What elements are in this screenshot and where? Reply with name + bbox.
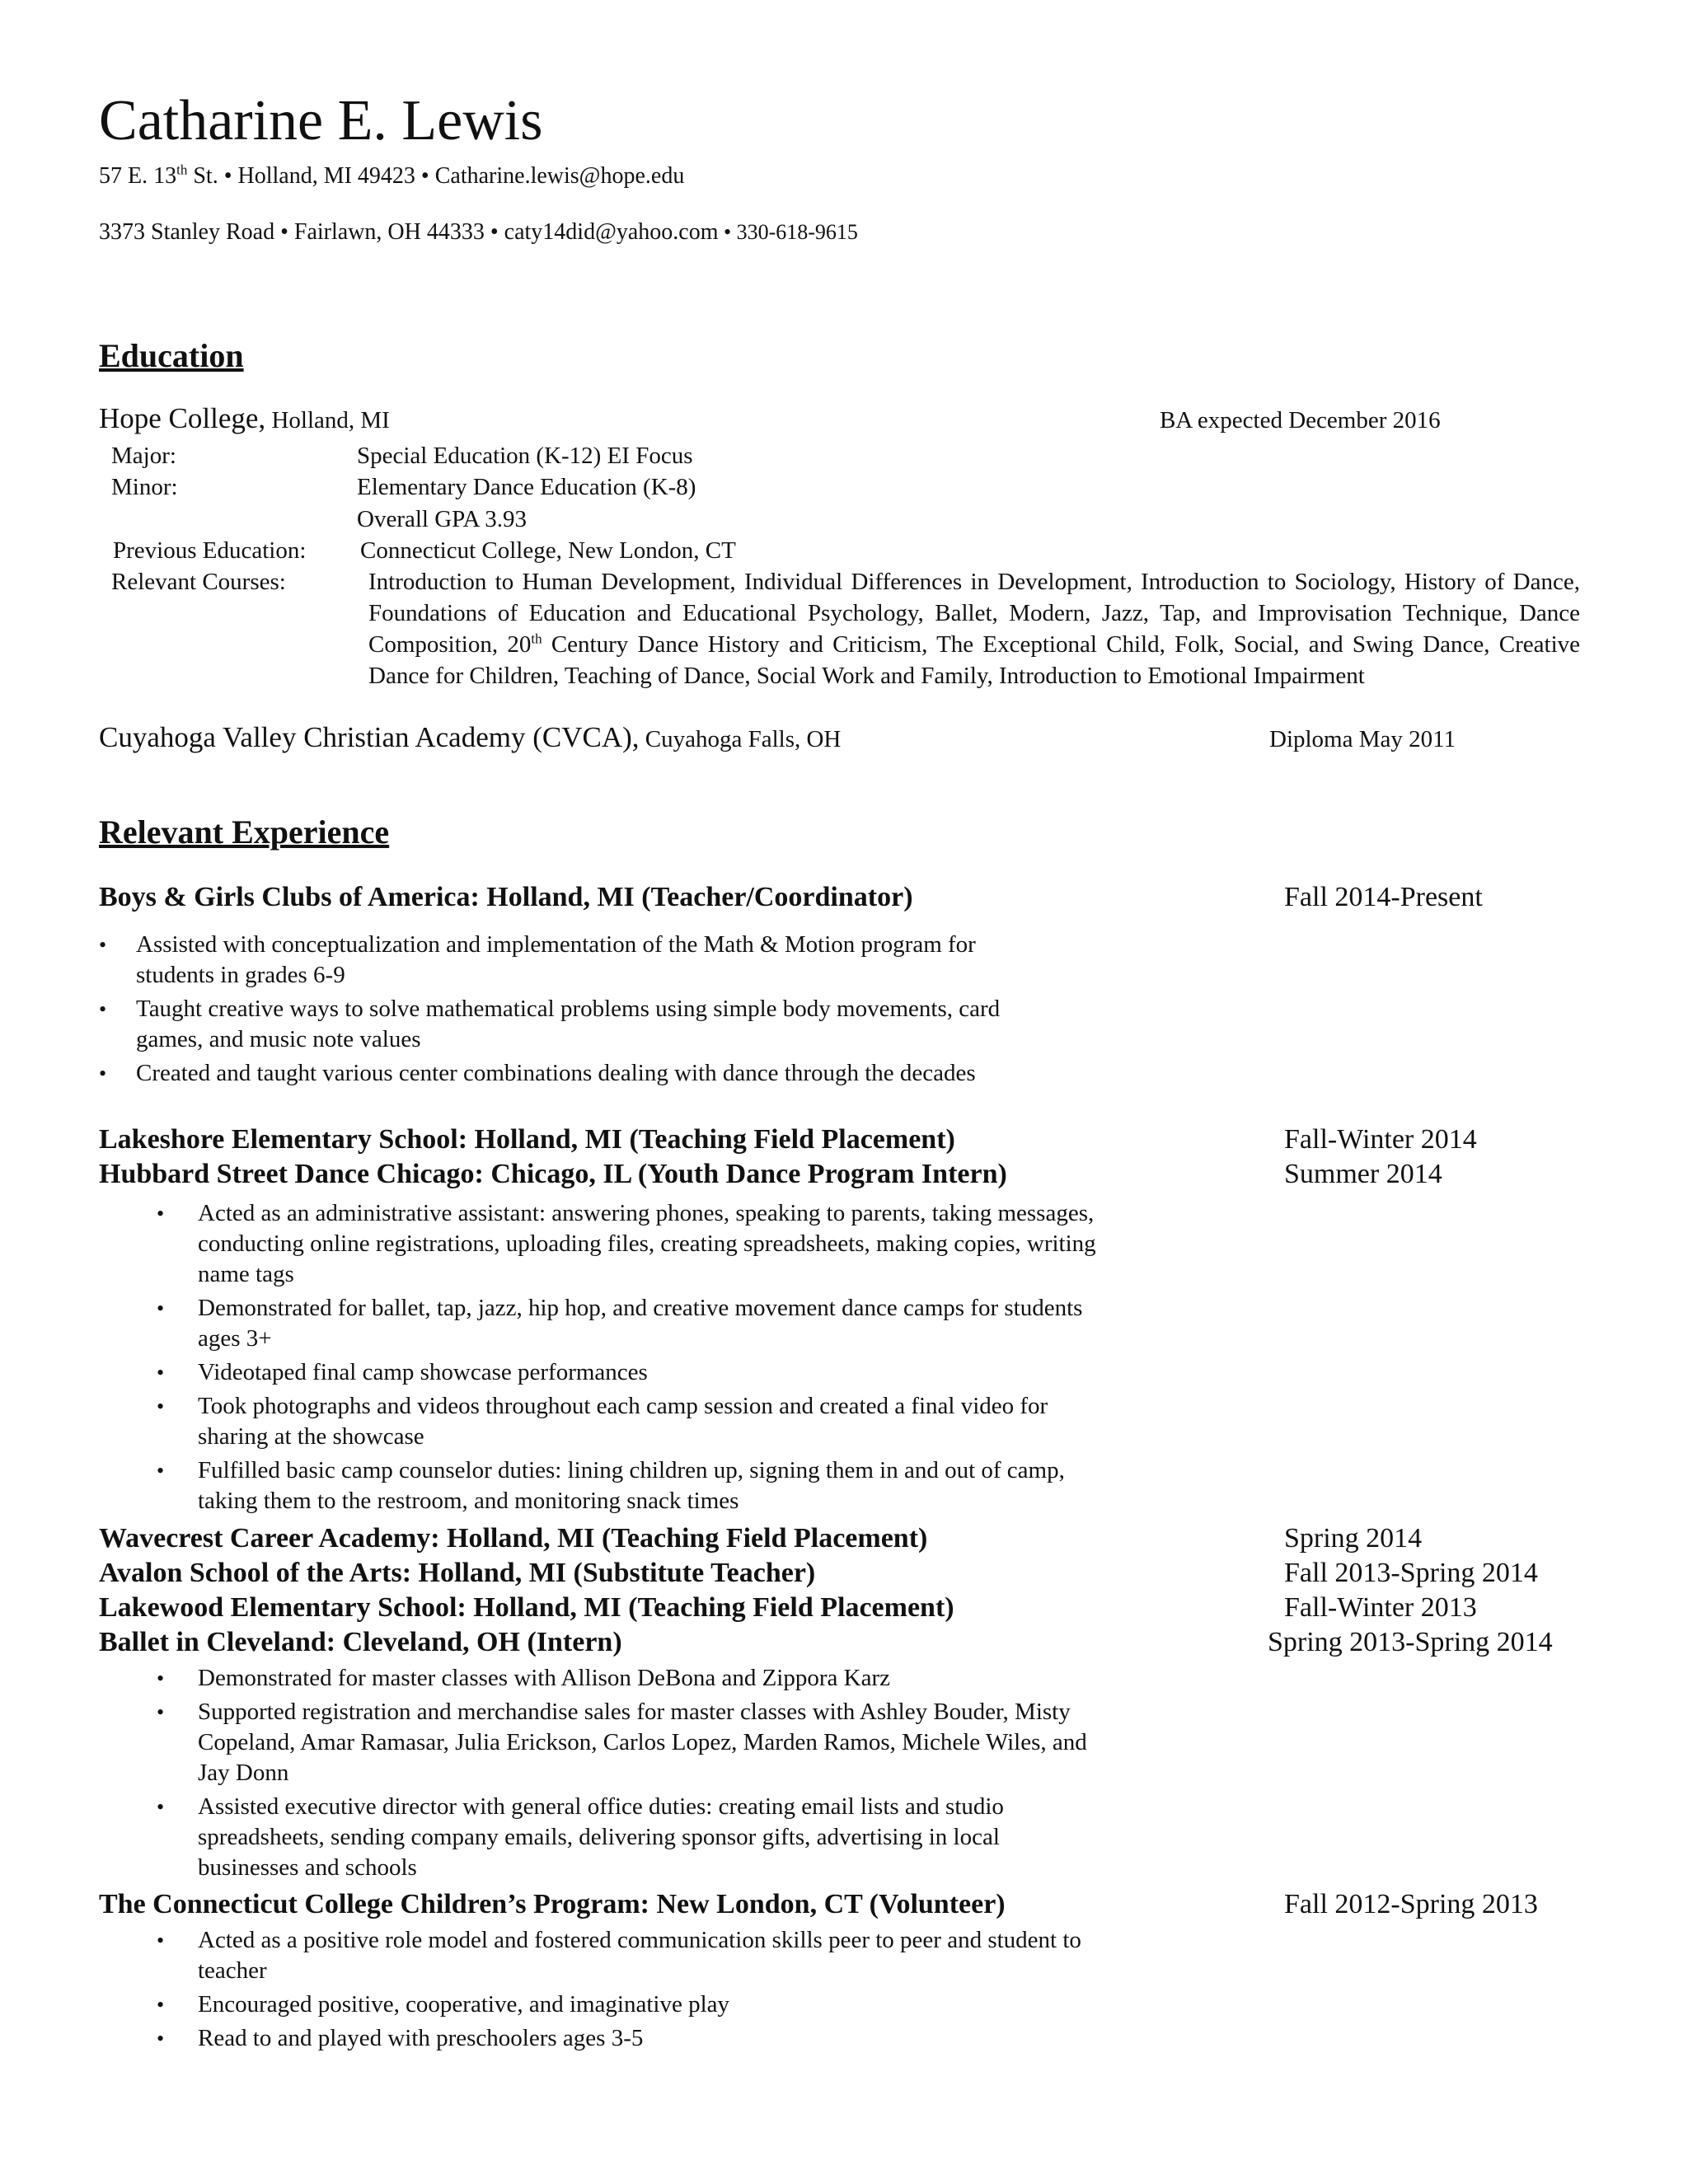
bullet-icon: • xyxy=(157,1993,165,2017)
job-date: Fall 2014-Present xyxy=(1284,882,1483,912)
phone-number: • 330-618-9615 xyxy=(718,220,858,244)
bullet-item: • Demonstrated for ballet, tap, jazz, hip hop, and creative movement dance camps for students ages 3+ xyxy=(157,1295,1083,1352)
previous-education-label: Previous Education: xyxy=(113,537,307,564)
bullet-item: • Assisted executive director with general office duties: creating email lists and studio spreadsheets, sending company emails, delivering sponsor gifts, advertising in local businesses and schools xyxy=(157,1793,1004,1881)
job-date: Fall-Winter 2013 xyxy=(1284,1592,1477,1623)
bullet-item: • Taught creative ways to solve mathematical problems using simple body movements, card games, and music note values xyxy=(99,996,1001,1052)
address-rest: St. • Holland, MI 49423 • Catharine.lewis@hope.edu xyxy=(187,163,685,189)
job-bullets xyxy=(157,1198,1096,1520)
diploma-date: Diploma May 2011 xyxy=(1269,726,1456,752)
bullet-icon: • xyxy=(157,1459,165,1483)
bullet-icon: • xyxy=(157,1795,165,1819)
bullet-item: • Supported registration and merchandise sales for master classes with Ashley Bouder, Misty Copeland, Amar Ramasar, Julia Erickson, Carlos Lopez, Marden Ramos, Michele Wiles, and Jay Donn xyxy=(157,1699,1087,1786)
previous-education-value: Connecticut College, New London, CT xyxy=(360,537,736,564)
bullet-icon: • xyxy=(99,997,107,1021)
bullet-icon: • xyxy=(157,1394,165,1418)
address-street: 57 E. 13 xyxy=(99,163,177,189)
school-cvca xyxy=(99,723,841,752)
bullet-icon: • xyxy=(157,1296,165,1320)
courses-label: Relevant Courses: xyxy=(111,569,286,595)
school-location: Cuyahoga Falls, OH xyxy=(639,726,842,752)
bullet-item: • Created and taught various center combinations dealing with dance through the decades xyxy=(136,1058,1010,1089)
bullet-item: • Fulfilled basic camp counselor duties: lining children up, signing them in and out of camp, taking them to the restroom, and monitoring snack times xyxy=(157,1457,1065,1514)
major-value: Special Education (K-12) EI Focus xyxy=(357,443,693,469)
contact-line-home xyxy=(99,221,858,244)
job-bullets xyxy=(157,1925,1096,2057)
bullet-icon: • xyxy=(157,1361,165,1385)
bullet-item: • Demonstrated for master classes with Allison DeBona and Zippora Karz xyxy=(198,1663,1096,1694)
bullet-item: • Read to and played with preschoolers ages 3-5 xyxy=(198,2023,1096,2054)
bullet-icon: • xyxy=(157,2027,165,2050)
bullet-item: • Took photographs and videos throughout each camp session and created a final video for sharing at the showcase xyxy=(157,1393,1048,1450)
minor-value: Elementary Dance Education (K-8) xyxy=(357,474,696,500)
contact-line-school xyxy=(99,162,685,189)
bullet-item: • Videotaped final camp showcase performances xyxy=(198,1357,1096,1388)
job-title: Avalon School of the Arts: Holland, MI (Substitute Teacher) xyxy=(99,1558,816,1588)
job-date: Spring 2013-Spring 2014 xyxy=(1268,1627,1553,1657)
job-date: Spring 2014 xyxy=(1284,1523,1423,1554)
job-title: Hubbard Street Dance Chicago: Chicago, IL (Youth Dance Program Intern) xyxy=(99,1159,1007,1189)
bullet-icon: • xyxy=(157,1202,165,1226)
bullet-item: • Assisted with conceptualization and implementation of the Math & Motion program for students in grades 6-9 xyxy=(99,931,976,988)
job-title: The Connecticut College Children’s Program: New London, CT (Volunteer) xyxy=(99,1889,1006,1919)
major-label: Major: xyxy=(111,443,176,469)
resume-name: Catharine E. Lewis xyxy=(99,89,543,152)
bullet-item: • Acted as a positive role model and fostered communication skills peer to peer and student to teacher xyxy=(157,1927,1081,1984)
bullet-item: • Encouraged positive, cooperative, and imaginative play xyxy=(198,1990,1096,2020)
job-title: Lakewood Elementary School: Holland, MI (Teaching Field Placement) xyxy=(99,1592,954,1623)
job-title: Boys & Girls Clubs of America: Holland, MI (Teacher/Coordinator) xyxy=(99,882,913,912)
bullet-icon: • xyxy=(157,1700,165,1724)
job-title: Ballet in Cleveland: Cleveland, OH (Intern) xyxy=(99,1627,622,1657)
job-title: Lakeshore Elementary School: Holland, MI (Teaching Field Placement) xyxy=(99,1124,955,1155)
job-date: Fall 2013-Spring 2014 xyxy=(1284,1558,1538,1588)
courses-list: Introduction to Human Development, Individual Differences in Development, Introduction to Sociology, History of Dance, Foundations of Education and Educational Psychology, Ballet, Modern, Jazz, Tap, and Improvisation Technique, Dance Composition, 20th Century Dance History and Criticism, The Exceptional Child, Folk, Social, and Swing Dance, Creative Dance for Children, Teaching of Dance, Social Work and Family, Introduction to Emotional Impairment xyxy=(368,569,1581,689)
section-heading-education: Education xyxy=(99,337,244,374)
school-location: Holland, MI xyxy=(265,407,390,434)
bullet-icon: • xyxy=(99,1062,107,1085)
job-date: Summer 2014 xyxy=(1284,1159,1442,1189)
bullet-icon: • xyxy=(157,1929,165,1952)
job-bullets xyxy=(157,1663,1096,1886)
school-hope xyxy=(99,404,390,433)
job-date: Fall 2012-Spring 2013 xyxy=(1284,1889,1538,1919)
home-address: 3373 Stanley Road • Fairlawn, OH 44333 • caty14did@yahoo.com xyxy=(99,219,719,245)
degree-date: BA expected December 2016 xyxy=(1160,407,1441,434)
school-name: Hope College, xyxy=(99,402,266,434)
job-date: Fall-Winter 2014 xyxy=(1284,1124,1477,1155)
school-name: Cuyahoga Valley Christian Academy (CVCA), xyxy=(99,721,640,753)
minor-label: Minor: xyxy=(111,474,178,500)
bullet-item: • Acted as an administrative assistant: answering phones, speaking to parents, taking messages, conducting online registrations, uploading files, creating spreadsheets, making copies, writing name tags xyxy=(157,1200,1096,1287)
job-title: Wavecrest Career Academy: Holland, MI (Teaching Field Placement) xyxy=(99,1523,928,1554)
bullet-icon: • xyxy=(99,933,107,957)
bullet-icon: • xyxy=(157,1666,165,1690)
section-heading-experience: Relevant Experience xyxy=(99,813,390,851)
gpa: Overall GPA 3.93 xyxy=(357,506,527,532)
address-ordinal: th xyxy=(176,162,188,178)
job-bullets xyxy=(99,930,1010,1092)
